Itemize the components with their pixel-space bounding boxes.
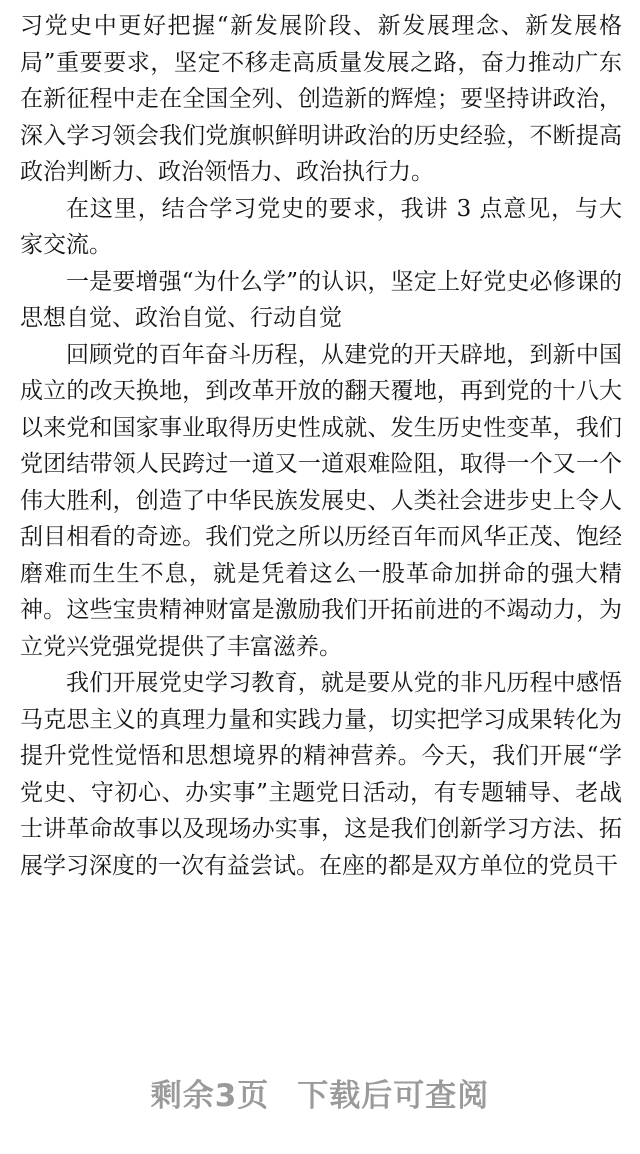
- document-body: [20, 8, 622, 884]
- paragraph-5: 我们开展党史学习教育，就是要从党的非凡历程中感悟马克思主义的真理力量和实践力量，切实把学习成果转化为提升党性觉悟和思想境界的精神营养。今天，我们开展“学党史、守初心、办实事”主题党日活动，有专题辅导、老战士讲革命故事以及现场办实事，这是我们创新学习方法、拓展学习深度的一次有益尝试。在座的都是双方单位的党员干: [20, 670, 622, 879]
- paragraph-4: 回顾党的百年奋斗历程，从建党的开天辟地，到新中国成立的改天换地，到改革开放的翻天覆地，再到党的十八大以来党和国家事业取得历史性成就、发生历史性变革，我们党团结带领人民跨过一道又一道艰难险阻，取得一个又一个伟大胜利，创造了中华民族发展史、人类社会进步史上令人刮目相看的奇迹。我们党之所以历经百年而风华正茂、饱经磨难而生生不息，就是凭着这么一股革命加拼命的强大精神。这些宝贵精神财富是激励我们开拓前进的不竭动力，为立党兴党强党提供了丰富滋养。: [20, 341, 622, 660]
- download-banner[interactable]: [0, 1040, 640, 1140]
- download-banner-text[interactable]: [0, 1070, 640, 1115]
- remaining-pages-label: 剩余3页: [150, 1078, 270, 1114]
- paragraph-2: 在这里，结合学习党史的要求，我讲 3 点意见，与大家交流。: [20, 195, 622, 258]
- download-prompt-label: 下载后可查阅: [297, 1078, 490, 1114]
- paragraph-1: 习党史中更好把握“新发展阶段、新发展理念、新发展格局”重要要求，坚定不移走高质量发展之路，奋力推动广东在新征程中走在全国全列、创造新的辉煌；要坚持讲政治，深入学习领会我们党旗帜鲜明讲政治的历史经验，不断提高政治判断力、政治领悟力、政治执行力。: [20, 13, 622, 185]
- paragraph-3-heading: 一是要增强“为什么学”的认识，坚定上好党史必修课的思想自觉、政治自觉、行动自觉: [20, 268, 622, 331]
